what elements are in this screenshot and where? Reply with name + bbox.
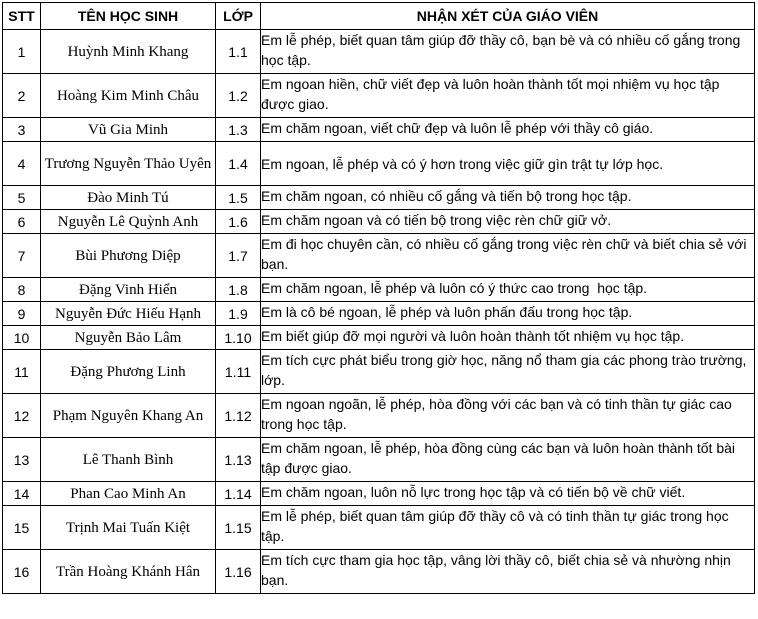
table-row <box>3 30 755 74</box>
table-row <box>3 302 755 326</box>
row-number: 16 <box>3 550 41 594</box>
header-student-name: TÊN HỌC SINH <box>41 3 216 30</box>
teacher-comment: Em lễ phép, biết quan tâm giúp đỡ thầy cô, bạn bè và có nhiều cố gắng trong học tập. <box>261 30 755 74</box>
table-row <box>3 278 755 302</box>
teacher-comment: Em chăm ngoan, lễ phép và luôn có ý thức cao trong học tập. <box>261 278 755 302</box>
student-name: Hoàng Kim Minh Châu <box>41 74 216 118</box>
row-number: 1 <box>3 30 41 74</box>
table-row <box>3 142 755 186</box>
class-code: 1.2 <box>216 74 261 118</box>
class-code: 1.4 <box>216 142 261 186</box>
student-name: Nguyễn Đức Hiếu Hạnh <box>41 302 216 326</box>
row-number: 7 <box>3 234 41 278</box>
header-teacher-comment: NHẬN XÉT CỦA GIÁO VIÊN <box>261 3 755 30</box>
row-number: 10 <box>3 326 41 350</box>
teacher-comment: Em ngoan ngoãn, lễ phép, hòa đồng với các bạn và có tinh thần tự giác cao trong học tập. <box>261 394 755 438</box>
teacher-comment: Em chăm ngoan và có tiến bộ trong việc rèn chữ giữ vở. <box>261 210 755 234</box>
student-name: Đào Minh Tú <box>41 186 216 210</box>
class-code: 1.10 <box>216 326 261 350</box>
table-row <box>3 118 755 142</box>
class-code: 1.12 <box>216 394 261 438</box>
student-name: Đặng Phương Linh <box>41 350 216 394</box>
table-row <box>3 74 755 118</box>
table-row <box>3 234 755 278</box>
class-code: 1.5 <box>216 186 261 210</box>
student-name: Trịnh Mai Tuấn Kiệt <box>41 506 216 550</box>
header-row <box>3 3 755 30</box>
student-name: Phạm Nguyên Khang An <box>41 394 216 438</box>
table-row <box>3 326 755 350</box>
student-name: Trương Nguyễn Thảo Uyên <box>41 142 216 186</box>
class-code: 1.9 <box>216 302 261 326</box>
row-number: 2 <box>3 74 41 118</box>
class-code: 1.7 <box>216 234 261 278</box>
student-name: Lê Thanh Bình <box>41 438 216 482</box>
row-number: 8 <box>3 278 41 302</box>
teacher-comment: Em đi học chuyên cần, có nhiều cố gắng trong việc rèn chữ và biết chia sẻ với bạn. <box>261 234 755 278</box>
student-name: Huỳnh Minh Khang <box>41 30 216 74</box>
teacher-comment: Em là cô bé ngoan, lễ phép và luôn phấn đấu trong học tập. <box>261 302 755 326</box>
row-number: 13 <box>3 438 41 482</box>
row-number: 6 <box>3 210 41 234</box>
teacher-comment: Em lễ phép, biết quan tâm giúp đỡ thầy cô và có tinh thần tự giác trong học tập. <box>261 506 755 550</box>
student-comments-table <box>2 2 755 594</box>
class-code: 1.14 <box>216 482 261 506</box>
table-row <box>3 210 755 234</box>
class-code: 1.11 <box>216 350 261 394</box>
row-number: 9 <box>3 302 41 326</box>
student-name: Phan Cao Minh An <box>41 482 216 506</box>
row-number: 5 <box>3 186 41 210</box>
class-code: 1.15 <box>216 506 261 550</box>
teacher-comment: Em chăm ngoan, có nhiều cố gắng và tiến bộ trong học tập. <box>261 186 755 210</box>
table-row <box>3 350 755 394</box>
row-number: 12 <box>3 394 41 438</box>
teacher-comment: Em ngoan, lễ phép và có ý hơn trong việc giữ gìn trật tự lớp học. <box>261 142 755 186</box>
teacher-comment: Em chăm ngoan, luôn nỗ lực trong học tập và có tiến bộ về chữ viết. <box>261 482 755 506</box>
teacher-comment: Em tích cực tham gia học tập, vâng lời thầy cô, biết chia sẻ và nhường nhịn bạn. <box>261 550 755 594</box>
table-row <box>3 186 755 210</box>
student-name: Nguyễn Lê Quỳnh Anh <box>41 210 216 234</box>
class-code: 1.8 <box>216 278 261 302</box>
student-name: Bùi Phương Diệp <box>41 234 216 278</box>
class-code: 1.6 <box>216 210 261 234</box>
table-row <box>3 550 755 594</box>
class-code: 1.13 <box>216 438 261 482</box>
header-class: LỚP <box>216 3 261 30</box>
row-number: 11 <box>3 350 41 394</box>
table-row <box>3 506 755 550</box>
teacher-comment: Em ngoan hiền, chữ viết đẹp và luôn hoàn thành tốt mọi nhiệm vụ học tập được giao. <box>261 74 755 118</box>
student-name: Trần Hoàng Khánh Hân <box>41 550 216 594</box>
class-code: 1.16 <box>216 550 261 594</box>
table-row <box>3 438 755 482</box>
class-code: 1.3 <box>216 118 261 142</box>
student-name: Nguyễn Bảo Lâm <box>41 326 216 350</box>
header-stt: STT <box>3 3 41 30</box>
class-code: 1.1 <box>216 30 261 74</box>
teacher-comment: Em tích cực phát biểu trong giờ học, năng nổ tham gia các phong trào trường, lớp. <box>261 350 755 394</box>
teacher-comment: Em chăm ngoan, lễ phép, hòa đồng cùng các bạn và luôn hoàn thành tốt bài tập được giao. <box>261 438 755 482</box>
teacher-comment: Em biết giúp đỡ mọi người và luôn hoàn thành tốt nhiệm vụ học tập. <box>261 326 755 350</box>
table-row <box>3 482 755 506</box>
row-number: 4 <box>3 142 41 186</box>
row-number: 14 <box>3 482 41 506</box>
student-name: Đặng Vinh Hiển <box>41 278 216 302</box>
teacher-comment: Em chăm ngoan, viết chữ đẹp và luôn lễ phép với thầy cô giáo. <box>261 118 755 142</box>
table-row <box>3 394 755 438</box>
student-name: Vũ Gia Minh <box>41 118 216 142</box>
row-number: 15 <box>3 506 41 550</box>
row-number: 3 <box>3 118 41 142</box>
